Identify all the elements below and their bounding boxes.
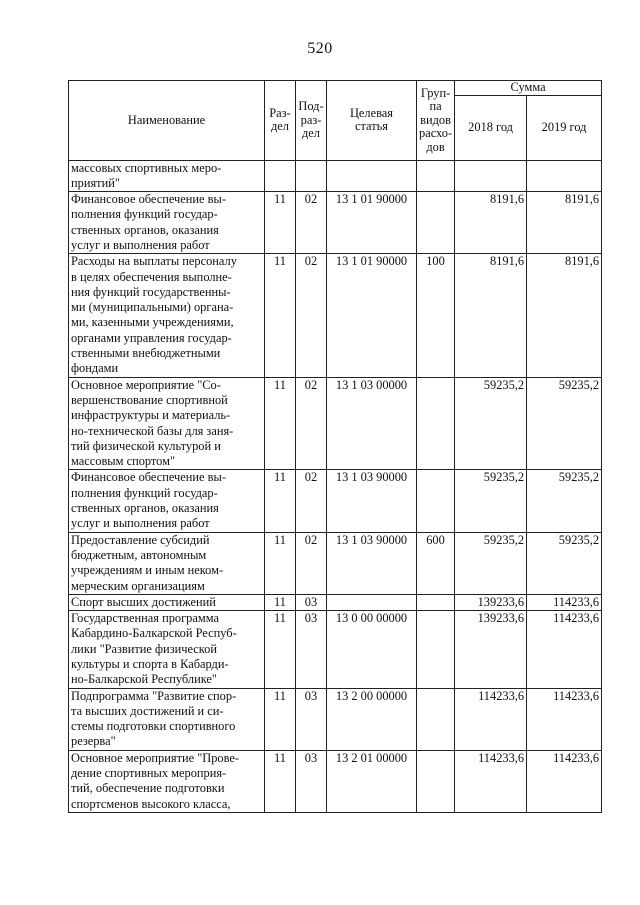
row-section: 11 xyxy=(265,750,296,812)
header-sum: Сумма xyxy=(455,81,602,96)
row-section: 11 xyxy=(265,254,296,377)
table-row xyxy=(69,594,602,610)
row-name-line: полнения функций государ- xyxy=(71,207,218,222)
table-row xyxy=(69,254,602,377)
header-group-line: видов xyxy=(420,112,451,127)
header-subsection xyxy=(296,81,327,161)
row-name-line: приятий" xyxy=(71,175,120,190)
row-name xyxy=(69,160,265,192)
header-section-line: Раз- xyxy=(269,105,291,120)
row-subsection: 03 xyxy=(296,611,327,688)
row-sum-2018: 114233,6 xyxy=(455,688,527,750)
row-name-line: дение спортивных мероприя- xyxy=(71,766,227,781)
row-name-line: Кабардино-Балкарской Респуб- xyxy=(71,626,237,641)
table-body xyxy=(69,160,602,812)
row-name-line: Финансовое обеспечение вы- xyxy=(71,192,226,207)
row-target: 13 0 00 00000 xyxy=(327,611,417,688)
row-sum-2018: 8191,6 xyxy=(455,192,527,254)
row-name-line: ния функций государственны- xyxy=(71,284,231,299)
row-subsection: 02 xyxy=(296,377,327,470)
row-group xyxy=(417,750,455,812)
row-sum-2019: 59235,2 xyxy=(527,532,602,594)
row-name-line: стемы подготовки спортивного xyxy=(71,719,236,734)
row-sum-2019 xyxy=(527,160,602,192)
row-name-line: мерческим организациям xyxy=(71,578,205,593)
table-row xyxy=(69,750,602,812)
table-row xyxy=(69,377,602,470)
row-name xyxy=(69,688,265,750)
row-subsection: 02 xyxy=(296,192,327,254)
header-group-line: дов xyxy=(426,139,445,154)
row-sum-2018: 8191,6 xyxy=(455,254,527,377)
row-subsection: 02 xyxy=(296,470,327,532)
page-number: 520 xyxy=(307,40,333,57)
row-name-line: Финансовое обеспечение вы- xyxy=(71,470,226,485)
table-row xyxy=(69,192,602,254)
row-sum-2019: 59235,2 xyxy=(527,470,602,532)
table-header xyxy=(69,81,602,161)
row-sum-2019: 59235,2 xyxy=(527,377,602,470)
row-target: 13 1 03 90000 xyxy=(327,470,417,532)
row-name-line: Расходы на выплаты персоналу xyxy=(71,254,237,269)
header-group-line: па xyxy=(429,99,442,113)
row-name-line: Основное мероприятие "Прове- xyxy=(71,750,240,765)
row-sum-2019: 114233,6 xyxy=(527,594,602,610)
row-name xyxy=(69,254,265,377)
row-name-line: тий физической культурой и xyxy=(71,438,221,453)
row-target: 13 1 03 00000 xyxy=(327,377,417,470)
row-target: 13 1 03 90000 xyxy=(327,532,417,594)
row-name-line: инфраструктуры и материаль- xyxy=(71,408,231,423)
row-group: 600 xyxy=(417,532,455,594)
row-name-line: учреждениям и иным неком- xyxy=(71,563,224,578)
row-group xyxy=(417,470,455,532)
row-subsection: 02 xyxy=(296,254,327,377)
row-name-line: тий, обеспечение подготовки xyxy=(71,781,225,796)
header-year-2019: 2019 год xyxy=(527,95,602,160)
table-row xyxy=(69,688,602,750)
row-name-line: та высших достижений и си- xyxy=(71,703,224,718)
header-section-line: дел xyxy=(271,119,289,134)
row-target xyxy=(327,160,417,192)
row-section: 11 xyxy=(265,688,296,750)
row-name-line: но-Балкарской Республике" xyxy=(71,672,217,687)
row-name-line: Государственная программа xyxy=(71,611,219,626)
table-row xyxy=(69,611,602,688)
row-group xyxy=(417,611,455,688)
row-name-line: полнения функций государ- xyxy=(71,485,218,500)
row-sum-2018: 114233,6 xyxy=(455,750,527,812)
row-name xyxy=(69,532,265,594)
row-section: 11 xyxy=(265,377,296,470)
row-group xyxy=(417,192,455,254)
table-row xyxy=(69,160,602,192)
row-name-line: фондами xyxy=(71,361,119,376)
budget-table xyxy=(68,80,602,813)
header-year-2018: 2018 год xyxy=(455,95,527,160)
row-name xyxy=(69,470,265,532)
row-sum-2018: 59235,2 xyxy=(455,532,527,594)
row-name xyxy=(69,594,265,610)
row-section: 11 xyxy=(265,192,296,254)
row-group xyxy=(417,688,455,750)
row-sum-2018: 139233,6 xyxy=(455,594,527,610)
table-row xyxy=(69,470,602,532)
row-group xyxy=(417,377,455,470)
row-name-line: услуг и выполнения работ xyxy=(71,237,210,252)
row-sum-2019: 114233,6 xyxy=(527,688,602,750)
row-name xyxy=(69,192,265,254)
row-name-line: в целях обеспечения выполне- xyxy=(71,269,232,284)
row-sum-2018: 139233,6 xyxy=(455,611,527,688)
row-name-line: органами управления государ- xyxy=(71,330,232,345)
row-sum-2019: 8191,6 xyxy=(527,254,602,377)
row-name-line: ственных органов, оказания xyxy=(71,501,219,516)
row-name-line: лики "Развитие физической xyxy=(71,641,217,656)
row-subsection: 03 xyxy=(296,594,327,610)
row-sum-2018 xyxy=(455,160,527,192)
row-sum-2019: 114233,6 xyxy=(527,611,602,688)
row-section: 11 xyxy=(265,532,296,594)
row-sum-2019: 114233,6 xyxy=(527,750,602,812)
row-name-line: Предоставление субсидий xyxy=(71,532,210,547)
row-name xyxy=(69,611,265,688)
header-target-line: Целевая xyxy=(349,105,394,120)
row-name-line: вершенствование спортивной xyxy=(71,392,228,407)
row-name-line: резерва" xyxy=(71,734,116,749)
header-subsection-line: дел xyxy=(302,126,320,140)
row-name-line: Спорт высших достижений xyxy=(71,594,216,609)
header-subsection-line: раз- xyxy=(300,112,322,127)
row-section: 11 xyxy=(265,611,296,688)
row-section xyxy=(265,160,296,192)
row-name xyxy=(69,377,265,470)
row-name xyxy=(69,750,265,812)
row-section: 11 xyxy=(265,470,296,532)
header-group-line: расхо- xyxy=(419,126,453,140)
header-group-line: Груп- xyxy=(420,85,451,100)
row-section: 11 xyxy=(265,594,296,610)
row-target xyxy=(327,594,417,610)
row-name-line: бюджетным, автономным xyxy=(71,547,207,562)
row-target: 13 2 01 00000 xyxy=(327,750,417,812)
row-group: 100 xyxy=(417,254,455,377)
row-target: 13 2 00 00000 xyxy=(327,688,417,750)
row-name-line: массовым спортом" xyxy=(71,454,176,469)
row-name-line: спортсменов высокого класса, xyxy=(71,796,231,811)
row-subsection: 03 xyxy=(296,688,327,750)
row-name-line: ми, казенными учреждениями, xyxy=(71,315,234,330)
row-target: 13 1 01 90000 xyxy=(327,254,417,377)
row-subsection: 03 xyxy=(296,750,327,812)
row-name-line: услуг и выполнения работ xyxy=(71,516,210,531)
header-group xyxy=(417,81,455,161)
row-name-line: Подпрограмма "Развитие спор- xyxy=(71,688,237,703)
row-subsection: 02 xyxy=(296,532,327,594)
row-name-line: массовых спортивных меро- xyxy=(71,160,222,175)
row-group xyxy=(417,594,455,610)
header-subsection-line: Под- xyxy=(298,99,324,113)
row-subsection xyxy=(296,160,327,192)
row-name-line: но-технической базы для заня- xyxy=(71,423,234,438)
header-section xyxy=(265,81,296,161)
row-sum-2018: 59235,2 xyxy=(455,377,527,470)
row-target: 13 1 01 90000 xyxy=(327,192,417,254)
header-target xyxy=(327,81,417,161)
row-sum-2019: 8191,6 xyxy=(527,192,602,254)
table-row xyxy=(69,532,602,594)
row-name-line: Основное мероприятие "Со- xyxy=(71,377,221,392)
row-name-line: ственными внебюджетными xyxy=(71,346,221,361)
row-group xyxy=(417,160,455,192)
row-name-line: культуры и спорта в Кабарди- xyxy=(71,657,229,671)
row-sum-2018: 59235,2 xyxy=(455,470,527,532)
row-name-line: ми (муниципальными) органа- xyxy=(71,300,234,315)
row-name-line: ственных органов, оказания xyxy=(71,222,219,237)
header-target-line: статья xyxy=(354,119,388,134)
header-name: Наименование xyxy=(69,81,265,161)
